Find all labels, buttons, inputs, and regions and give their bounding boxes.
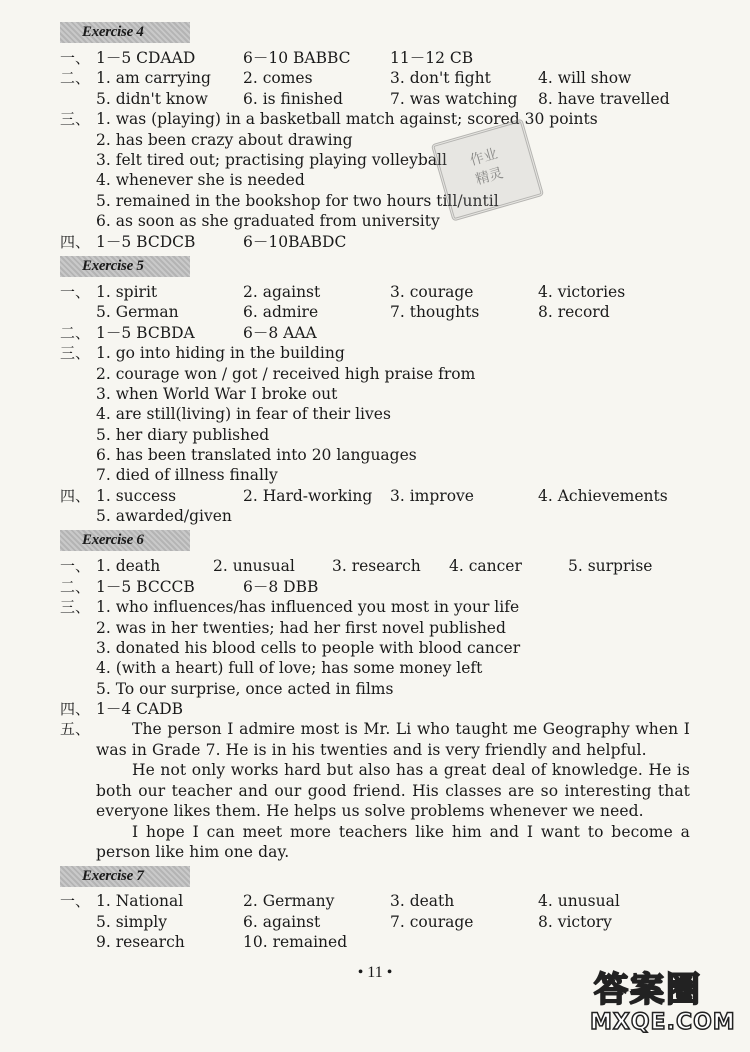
answer-group: 11－12 CB [390, 49, 474, 67]
ex5-section-3-item-7: 7. died of illness finally [96, 466, 278, 484]
watermark-logo-text: 答案圈 [594, 970, 702, 1010]
answer-item: 7. courage [390, 913, 474, 931]
answer-item: 8. record [538, 303, 610, 321]
exercise-5-label: Exercise 5 [60, 256, 190, 277]
ex7-section-1-row-1 [0, 891, 750, 911]
answer-item: 6. against [243, 913, 321, 931]
ex6-section-1 [0, 556, 750, 576]
ex5-section-1-row-2 [0, 302, 750, 322]
ex4-section-2-row-2 [0, 89, 750, 109]
ex5-section-3-item-1 [0, 343, 750, 363]
answer-item: 7. thoughts [390, 303, 480, 321]
section-marker: 二、 [60, 69, 91, 87]
section-marker: 四、 [60, 487, 91, 505]
answer-item: 4. unusual [538, 892, 620, 910]
ex6-section-2 [0, 577, 750, 597]
answer-item: 3. don't fight [390, 69, 491, 87]
ex5-section-1-row-1 [0, 282, 750, 302]
ex5-section-3-item-3: 3. when World War I broke out [96, 385, 338, 403]
answer-group: 6－10BABDC [243, 233, 347, 251]
answer-group: 6－8 DBB [243, 578, 319, 596]
answer-item: 4. victories [538, 283, 626, 301]
answer-item: 2. unusual [213, 557, 295, 575]
answer-item: 8. have travelled [538, 90, 670, 108]
exercise-4-label: Exercise 4 [60, 22, 190, 43]
answer-item: 1. spirit [96, 283, 158, 301]
ex4-section-4 [0, 232, 750, 252]
exercise-6-label: Exercise 6 [60, 530, 190, 551]
answer-group: 1－5 CDAAD [96, 49, 196, 67]
essay-paragraph-2: He not only works hard but also has a great deal of knowledge. He is both our teacher and our good friend. His classes are so interesting that everyone likes them. He helps us solve problems whenever we need. [96, 761, 690, 820]
stamp-text: 精灵 [473, 165, 506, 189]
answer-item: 1. success [96, 487, 177, 505]
ex4-section-3-item-4: 4. whenever she is needed [96, 171, 305, 189]
answer-group: 1－5 BCBDA [96, 324, 195, 342]
ex6-section-3-item-3: 3. donated his blood cells to people with blood cancer [96, 639, 521, 657]
answer-item: 5. didn't know [96, 90, 208, 108]
essay-paragraph-3: I hope I can meet more teachers like him and I want to become a person like him one day. [96, 822, 690, 861]
answer-item: 9. research [96, 933, 185, 951]
ex6-section-3-item-1 [0, 597, 750, 617]
ex5-section-3-item-2: 2. courage won / got / received high praise from [96, 365, 476, 383]
section-marker: 一、 [60, 892, 91, 910]
section-marker: 一、 [60, 283, 91, 301]
answer-group: 1－4 CADB [96, 700, 184, 718]
ex6-essay [96, 719, 690, 863]
answer-item: 7. was watching [390, 90, 518, 108]
ex6-section-5-marker: 五、 [60, 720, 91, 738]
section-marker: 三、 [60, 110, 91, 128]
exercise-7-label: Exercise 7 [60, 866, 190, 887]
ex5-section-3-item-5: 5. her diary published [96, 426, 270, 444]
ex6-section-3-item-2: 2. was in her twenties; had her first novel published [96, 619, 506, 637]
answer-item: 1. go into hiding in the building [96, 344, 345, 362]
section-marker: 四、 [60, 233, 91, 251]
answer-item: 4. Achievements [538, 487, 668, 505]
answer-item: 4. cancer [449, 557, 522, 575]
ex6-section-3-item-4: 4. (with a heart) full of love; has some money left [96, 659, 483, 677]
section-marker: 三、 [60, 598, 91, 616]
answer-group: 6－8 AAA [243, 324, 317, 342]
answer-item: 6. is finished [243, 90, 343, 108]
section-marker: 一、 [60, 557, 91, 575]
ex4-section-3-item-6: 6. as soon as she graduated from university [96, 212, 440, 230]
section-marker: 二、 [60, 324, 91, 342]
ex7-section-1-row-2 [0, 912, 750, 932]
answer-group: 1－5 BCCCB [96, 578, 195, 596]
ex4-section-3-item-3: 3. felt tired out; practising playing volleyball [96, 151, 447, 169]
answer-item: 2. comes [243, 69, 313, 87]
answer-item: 10. remained [243, 933, 348, 951]
answer-item: 8. victory [538, 913, 612, 931]
answer-item: 3. research [332, 557, 421, 575]
ex4-section-3-item-2: 2. has been crazy about drawing [96, 131, 353, 149]
ex5-section-2 [0, 323, 750, 343]
answer-group: 6－10 BABBC [243, 49, 351, 67]
answer-item: 2. against [243, 283, 321, 301]
answer-item: 3. courage [390, 283, 474, 301]
section-marker: 四、 [60, 700, 91, 718]
ex5-section-3-item-4: 4. are still(living) in fear of their lives [96, 405, 391, 423]
ex4-section-2-row-1 [0, 68, 750, 88]
answer-group: 1－5 BCDCB [96, 233, 196, 251]
ex6-section-4 [0, 699, 750, 719]
ex4-section-3-item-1 [0, 109, 750, 129]
answer-item: 5. German [96, 303, 179, 321]
answer-item: 1. who influences/has influenced you most in your life [96, 598, 520, 616]
ex4-section-1 [0, 48, 750, 68]
page-number: • 11 • [357, 964, 393, 981]
stamp [431, 118, 544, 221]
ex5-section-4-row-2: 5. awarded/given [96, 507, 232, 525]
ex5-section-4-row-1 [0, 486, 750, 506]
answer-item: 5. surprise [568, 557, 653, 575]
section-marker: 三、 [60, 344, 91, 362]
section-marker: 二、 [60, 578, 91, 596]
answer-item: 1. National [96, 892, 184, 910]
answer-item: 1. was (playing) in a basketball match against; scored 30 points [96, 110, 598, 128]
answer-item: 1. am carrying [96, 69, 211, 87]
answer-item: 2. Germany [243, 892, 335, 910]
watermark-url: MXQE.COM [590, 1010, 736, 1035]
ex6-section-3-item-5: 5. To our surprise, once acted in films [96, 680, 394, 698]
answer-item: 3. improve [390, 487, 474, 505]
answer-item: 4. will show [538, 69, 632, 87]
answer-item: 5. simply [96, 913, 167, 931]
ex5-section-3-item-6: 6. has been translated into 20 languages [96, 446, 417, 464]
stamp-text: 作业 [468, 145, 500, 170]
essay-paragraph-1: The person I admire most is Mr. Li who taught me Geography when I was in Grade 7. He is in his twenties and is very friendly and helpful. [96, 720, 690, 759]
section-marker: 一、 [60, 49, 91, 67]
ex4-section-3-item-5: 5. remained in the bookshop for two hours till/until [96, 192, 499, 210]
answer-item: 2. Hard-working [243, 487, 373, 505]
answer-item: 6. admire [243, 303, 319, 321]
site-watermark [590, 962, 740, 1040]
answer-item: 1. death [96, 557, 161, 575]
answer-item: 3. death [390, 892, 455, 910]
ex7-section-1-row-3 [0, 932, 750, 952]
